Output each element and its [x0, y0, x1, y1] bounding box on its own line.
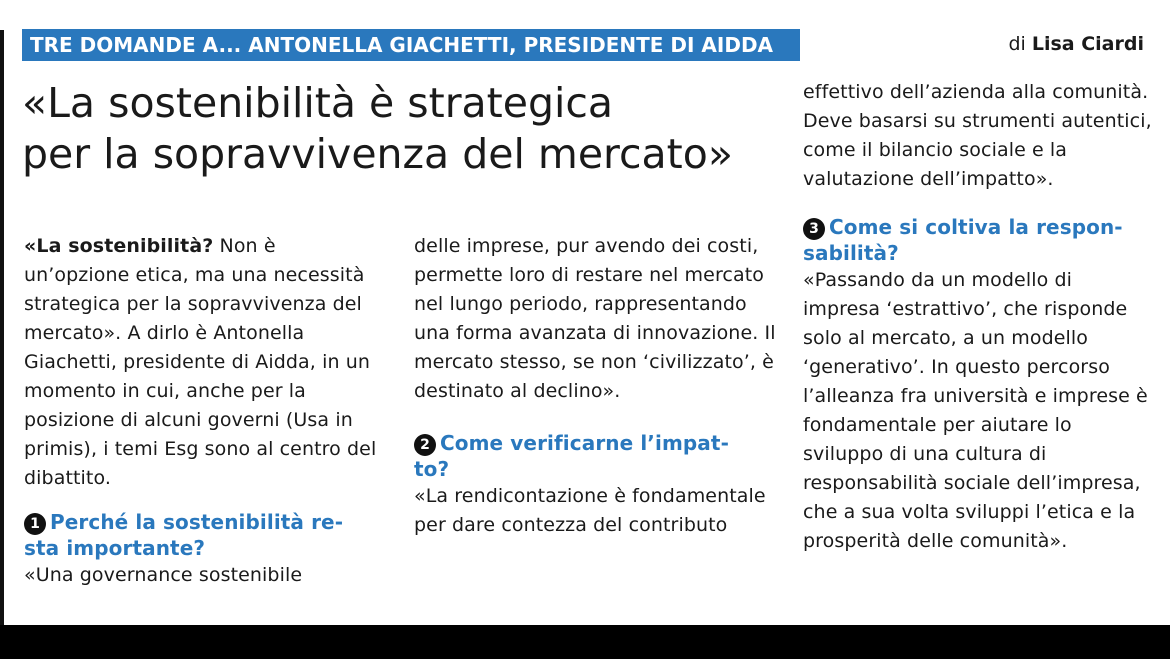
answer-2-continued: effettivo dell’azienda alla comunità. Deve basarsi su strumenti autentici, come il bilancio sociale e la valutazione dell’impatto».	[803, 81, 1152, 190]
column-3	[803, 78, 1153, 556]
question-2-line-2: to?	[414, 457, 450, 481]
intro-paragraph	[24, 232, 384, 493]
question-3-line-1: Come si coltiva la respon-	[829, 215, 1123, 239]
question-3	[803, 214, 1153, 266]
question-1	[24, 509, 384, 561]
number-badge-2: 2	[414, 434, 436, 456]
headline-line-2: per la sopravvivenza del mercato»	[22, 130, 733, 178]
number-badge-1: 1	[24, 513, 46, 535]
column-1	[24, 232, 384, 590]
headline-line-1: «La sostenibilità è strategica	[22, 79, 614, 127]
intro-lead: «La sostenibilità?	[24, 235, 214, 257]
byline	[1008, 33, 1144, 55]
question-2	[414, 430, 784, 482]
question-1-line-2: sta importante?	[24, 536, 206, 560]
byline-author: Lisa Ciardi	[1031, 33, 1144, 55]
byline-prefix: di	[1008, 33, 1026, 55]
bottom-bar	[0, 625, 1170, 659]
intro-text: Non è un’opzione etica, ma una necessità strategica per la sopravvivenza del mercato». A dirlo è Antonella Giachetti, presidente di Aidda, in un momento in cui, anche per la posizione di alcuni governi (Usa in primis), i temi Esg sono al centro del dibattito.	[24, 235, 377, 489]
number-badge-3: 3	[803, 218, 825, 240]
question-1-line-1: Perché la sostenibilità re-	[50, 510, 344, 534]
answer-2-start: «La rendicontazione è fondamentale per dare contezza del contributo	[414, 485, 766, 536]
column-2	[414, 232, 784, 540]
headline	[22, 78, 782, 180]
answer-1-continued: delle imprese, pur avendo dei costi, permette loro di restare nel mercato nel lungo periodo, rappresentando una forma avanzata di innovazione. Il mercato stesso, se non ‘civilizzato’, è destinato al declino».	[414, 235, 776, 402]
answer-3: «Passando da un modello di impresa ‘estrattivo’, che risponde solo al mercato, a un modello ‘generativo’. In questo percorso l’alleanza fra università e imprese è fondamentale per aiutare lo sviluppo di una cultura di responsabilità sociale dell’impresa, che a sua volta sviluppi l’etica e la prosperità delle comunità».	[803, 269, 1148, 552]
page-edge	[0, 30, 4, 625]
answer-1-start: «Una governance sostenibile	[24, 564, 303, 586]
section-kicker: TRE DOMANDE A... ANTONELLA GIACHETTI, PRESIDENTE DI AIDDA	[22, 29, 800, 61]
question-2-line-1: Come verificarne l’impat-	[440, 431, 729, 455]
question-3-line-2: sabilità?	[803, 241, 899, 265]
